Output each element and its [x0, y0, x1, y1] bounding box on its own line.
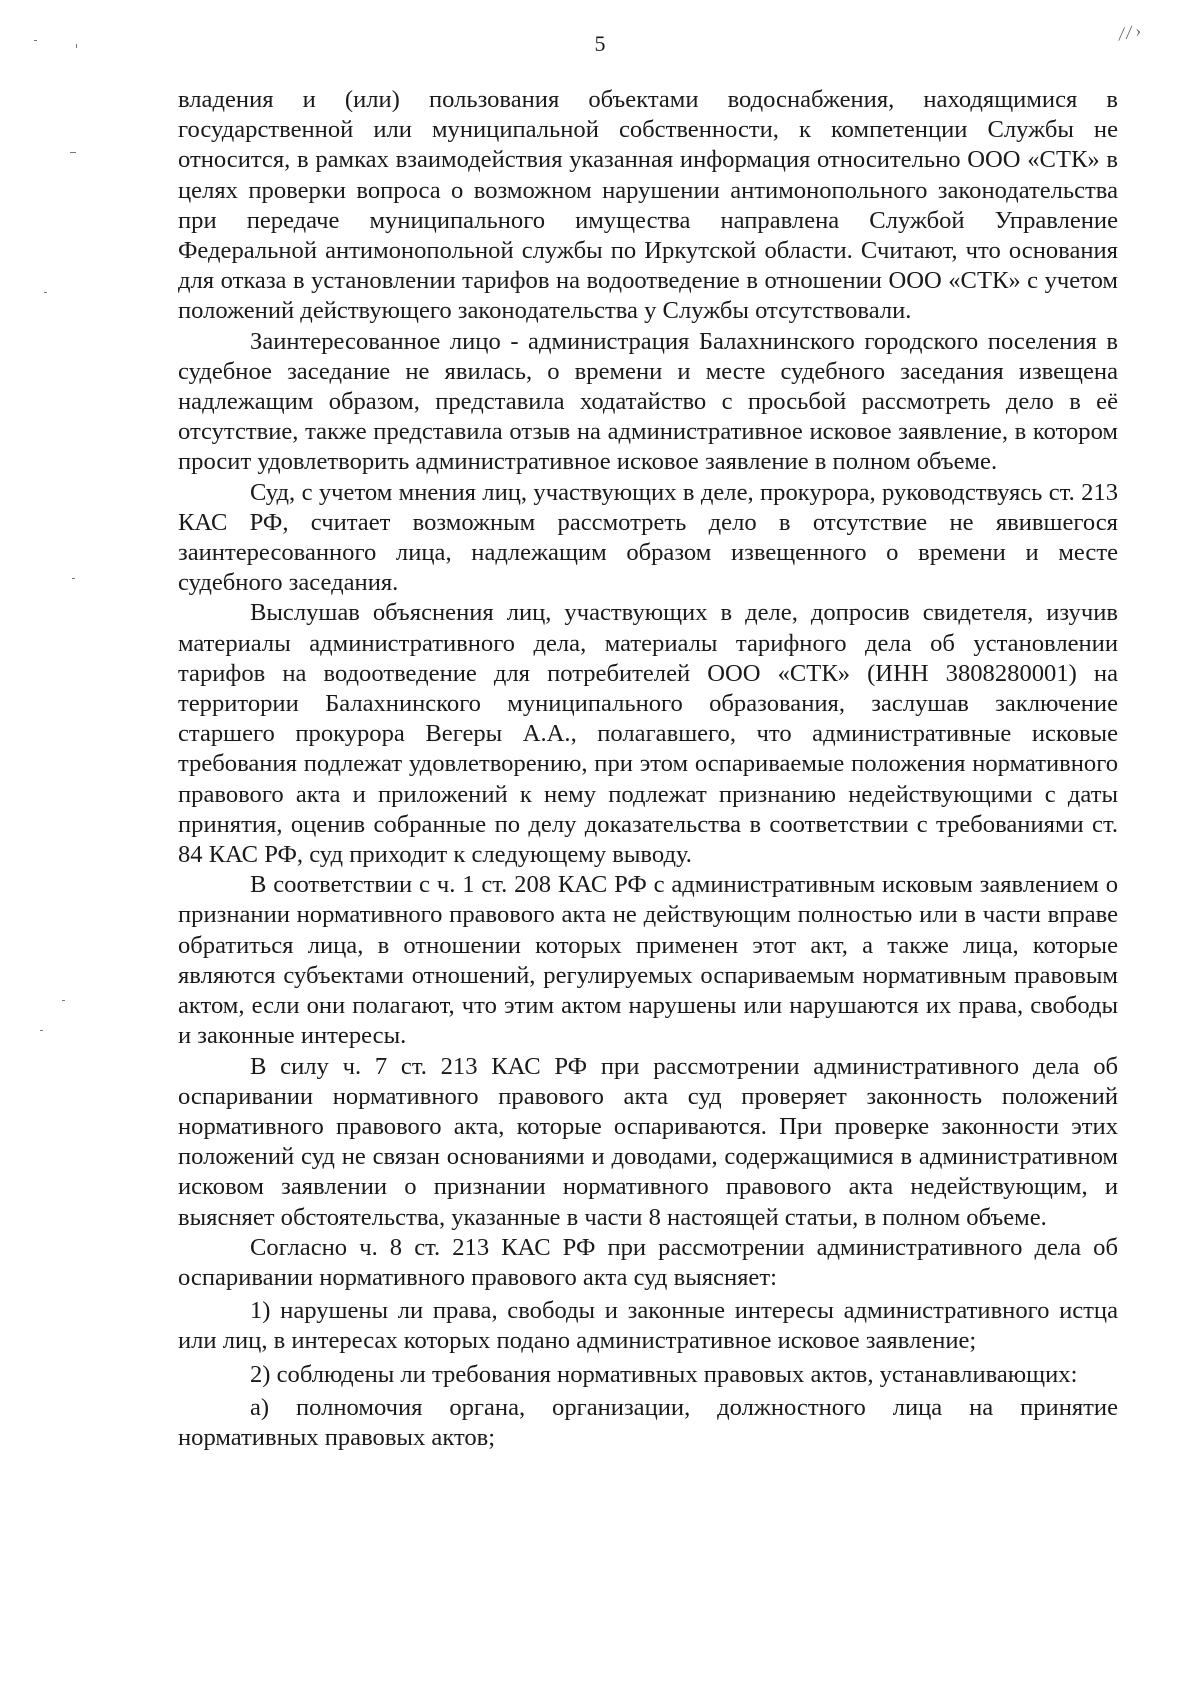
scan-speck	[76, 44, 77, 48]
list-item-a: а) полномочия органа, организации, должностного лица на принятие нормативных правовых актов;	[178, 1393, 1118, 1451]
list-item-2: 2) соблюдены ли требования нормативных правовых актов, устанавливающих:	[250, 1360, 1078, 1388]
scan-speck	[70, 152, 76, 153]
list-item-1: 1) нарушены ли права, свободы и законные интересы административного истца или лиц, в интересах которых подано административное исковое заявление;	[178, 1297, 1118, 1355]
paragraph-hearing-findings: Выслушав объяснения лиц, участвующих в деле, допросив свидетеля, изучив материалы административного дела, материалы тарифного дела об установлении тарифов на водоотведение для потребителей ООО «СТК» (ИНН 3808280001) на территории Балахнинского муниципального образования, заслушав заключение старшего прокурора Вегеры А.А., полагавшего, что административные исковые требования подлежат удовлетворению, при этом оспариваемые положения нормативного правового акта и приложений к нему подлежат признанию недействующими с даты принятия, оценив собранные по делу доказательства в соответствии с требованиями ст. 84 КАС РФ, суд приходит к следующему выводу.	[178, 599, 1118, 869]
paragraph-court-decision-absence: Суд, с учетом мнения лиц, участвующих в деле, прокурора, руководствуясь ст. 213 КАС РФ, считает возможным рассмотреть дело в отсутствие не явившегося заинтересованного лица, надлежащим образом извещенного о времени и месте судебного заседания.	[178, 478, 1118, 597]
scan-speck	[62, 1000, 65, 1001]
scan-speck	[72, 578, 75, 579]
corner-handwritten-mark: ⁄ ⁄ ›	[1118, 20, 1143, 44]
paragraph-interested-party: Заинтересованное лицо - администрация Балахнинского городского поселения в судебное заседание не явилась, о времени и месте судебного заседания извещена надлежащим образом, представила ходатайство с просьбой рассмотреть дело в её отсутствие, также представила отзыв на административное исковое заявление, в котором просит удовлетворить административное исковое заявление в полном объеме.	[178, 327, 1118, 476]
scan-speck	[34, 40, 37, 41]
paragraph-article-208: В соответствии с ч. 1 ст. 208 КАС РФ с административным исковым заявлением о признании нормативного правового акта не действующим полностью или в части вправе обратиться лица, в отношении которых применен этот акт, а также лица, которые являются субъектами отношений, регулируемых оспариваемым нормативным правовым актом, если они полагают, что этим актом нарушены или нарушаются их права, свободы и законные интересы.	[178, 871, 1118, 1050]
paragraph-article-213-part-7: В силу ч. 7 ст. 213 КАС РФ при рассмотрении административного дела об оспаривании нормативного правового акта суд проверяет законность положений нормативного правового акта, которые оспариваются. При проверке законности этих положений суд не связан основаниями и доводами, содержащимися в административном исковом заявлении о признании нормативного правового акта недействующим, и выясняет обстоятельства, указанные в части 8 настоящей статьи, в полном объеме.	[178, 1052, 1118, 1231]
paragraph-article-213-part-8: Согласно ч. 8 ст. 213 КАС РФ при рассмотрении административного дела об оспаривании нормативного правового акта суд выясняет:	[178, 1233, 1118, 1291]
scan-speck	[40, 1030, 43, 1031]
scan-speck	[44, 292, 47, 293]
paragraph-continuation: владения и (или) пользования объектами водоснабжения, находящимися в государственной или муниципальной собственности, к компетенции Службы не относится, в рамках взаимодействия указанная информация относительно ООО «СТК» в целях проверки вопроса о возможном нарушении антимонопольного законодательства при передаче муниципального имущества направлена Службой Управление Федеральной антимонопольной службы по Иркутской области. Считают, что основания для отказа в установлении тарифов на водоотведение в отношении ООО «СТК» с учетом положений действующего законодательства у Службы отсутствовали.	[178, 86, 1118, 325]
document-body	[178, 85, 1118, 1453]
page-number: 5	[594, 31, 606, 56]
